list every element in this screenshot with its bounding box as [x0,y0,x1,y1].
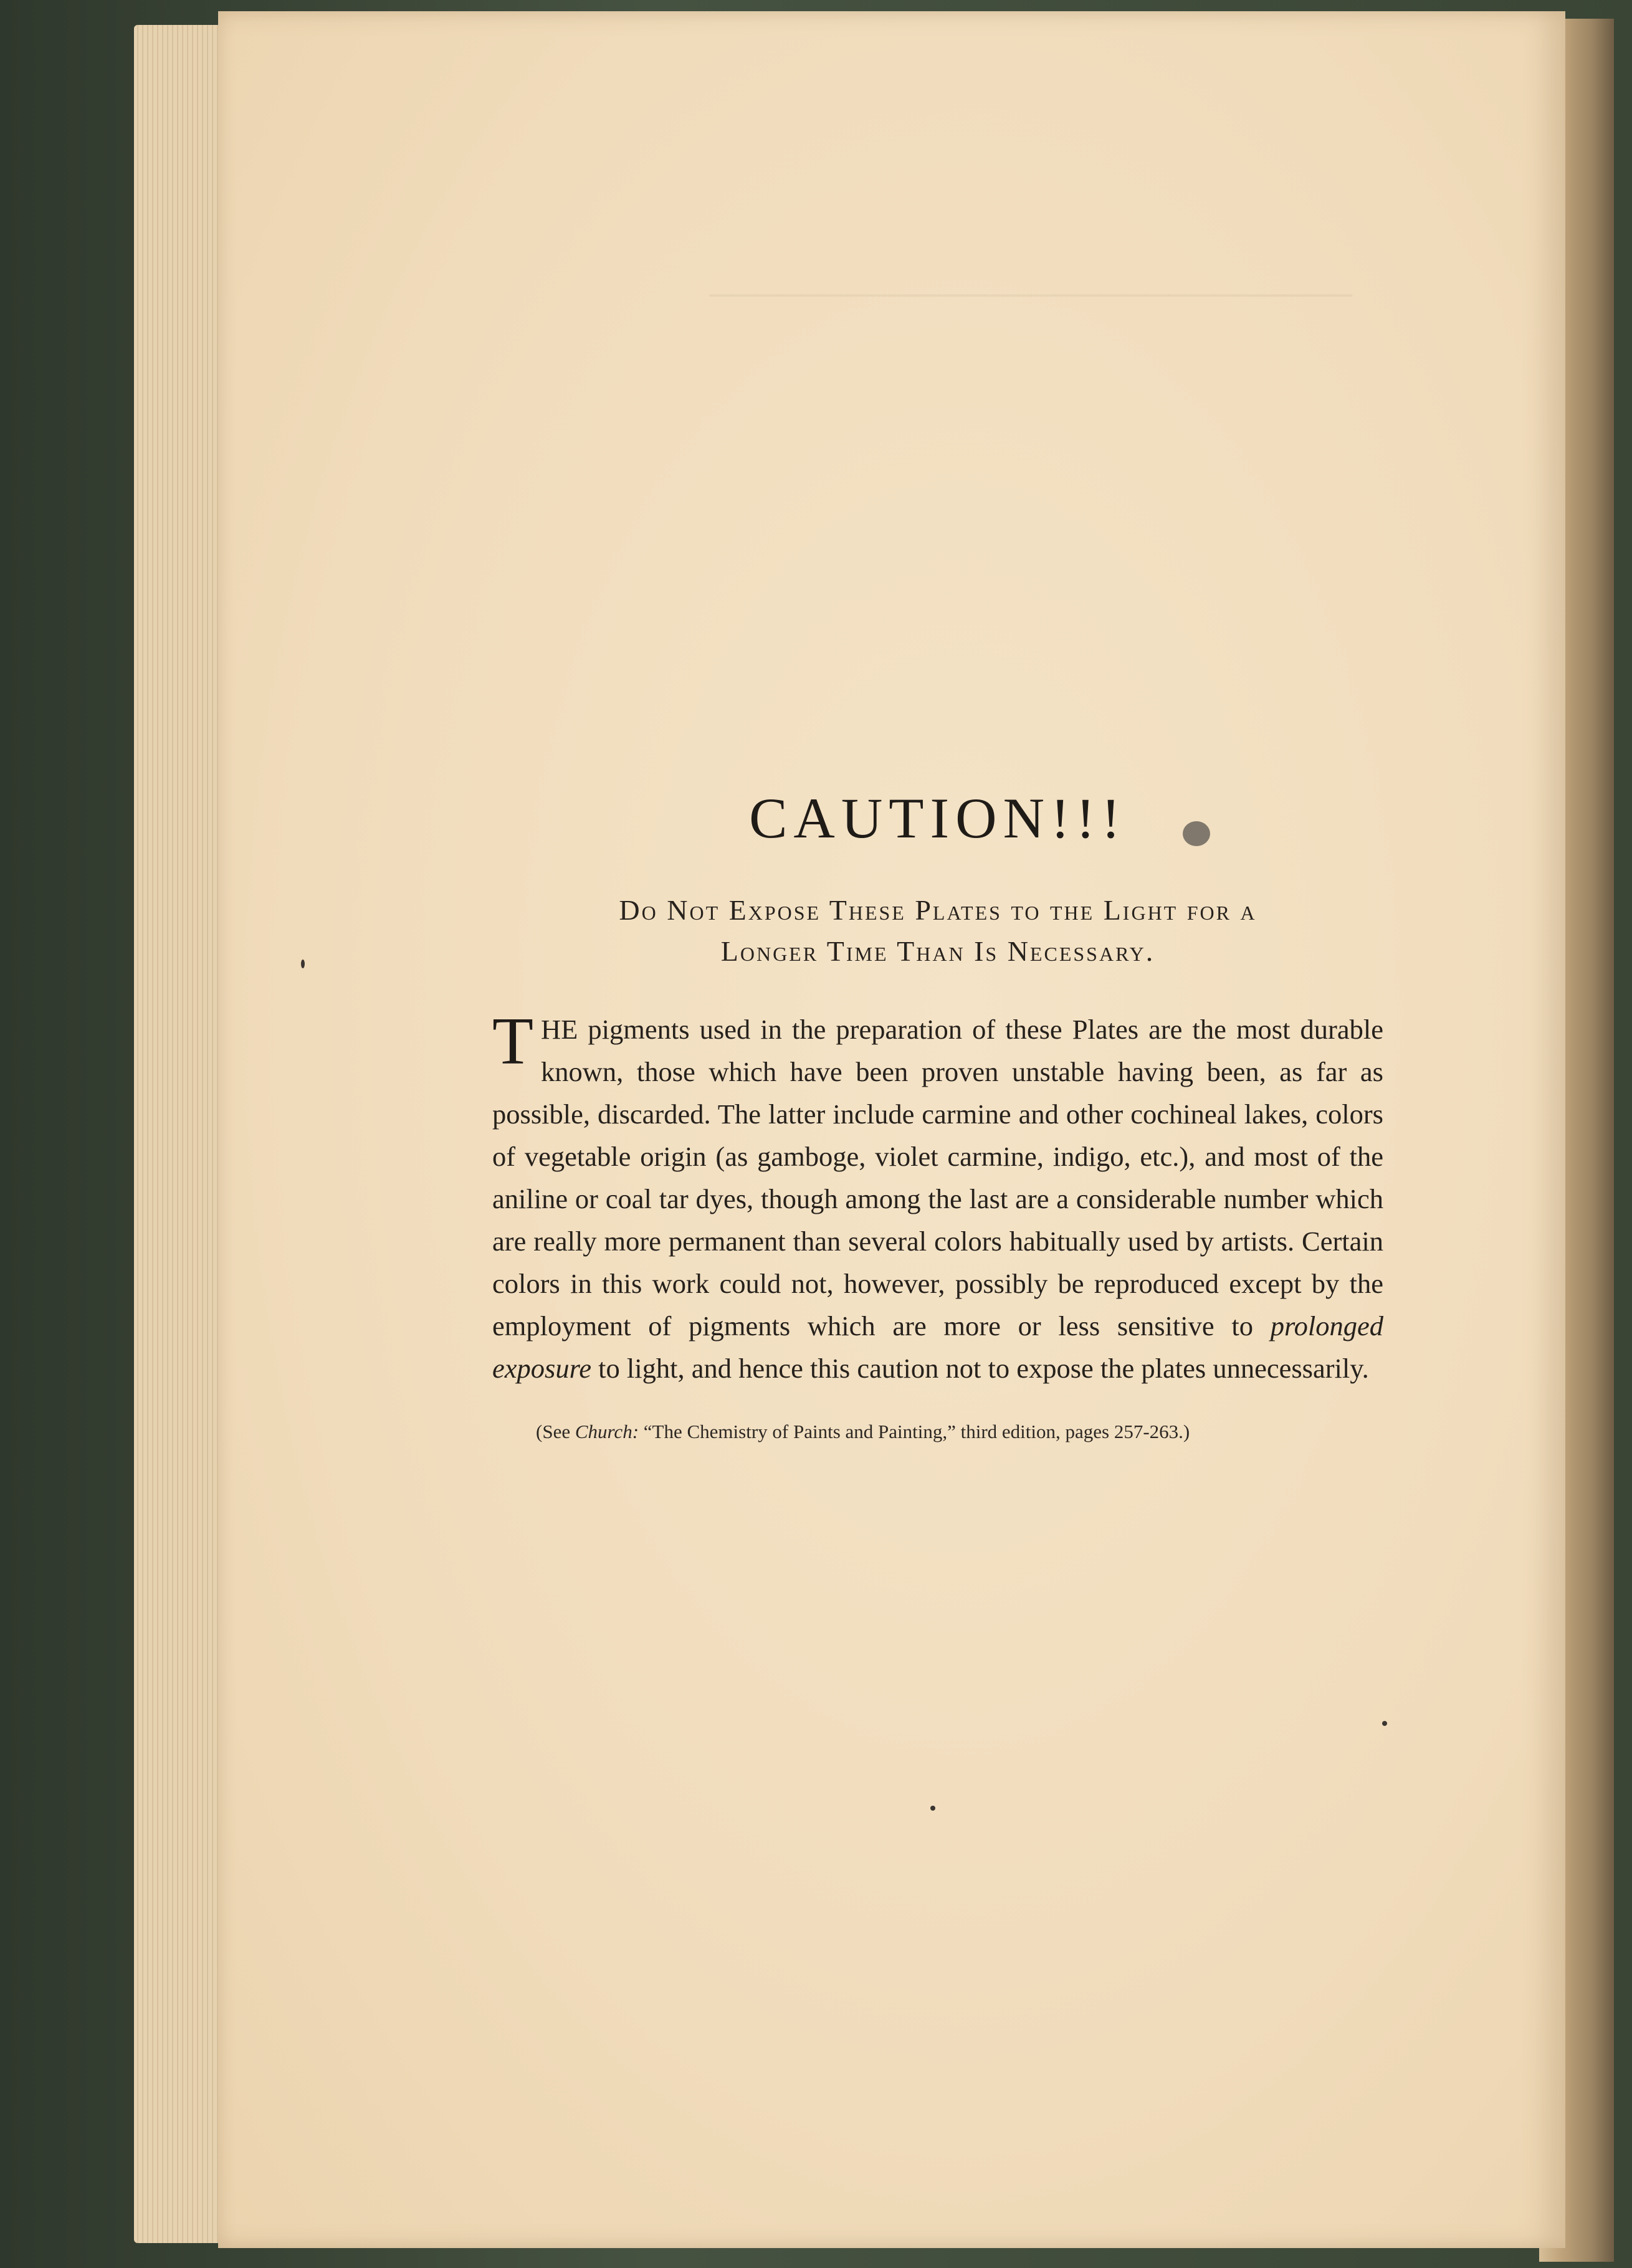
drop-cap: T [492,1004,533,1079]
body-text-part-2: to light, and hence this caution not to expose the plates unnecessarily. [591,1353,1369,1384]
ink-speck [1183,821,1210,846]
emphasized-phrase: prolonged exposure [492,1310,1383,1384]
caution-notice [492,785,1383,1466]
reference-note [492,1417,1383,1447]
note-prefix: (See [536,1421,575,1442]
subtitle [492,890,1383,972]
page-title: CAUTION!!! [749,786,1127,850]
subtitle-line-1: Do Not Expose These Plates to the Light for a [619,894,1257,926]
body-paragraph [492,1004,1383,1389]
subtitle-line-2: Longer Time Than Is Necessary. [720,935,1155,967]
body-text-part-1: pigments used in the preparation of these Plates are the most durable known, those which have been proven unstable having been, as far as possible, discarded. The latter include carmine and other cochineal lakes, colors of vegetable origin (as gamboge, violet carmine, indigo, etc.), and most of the aniline or coal tar dyes, though among the last are a considerable number which are really more permanent than several colors habitually used by artists. Certain colors in this work could not, however, possibly be reproduced except by the employment of pigments which are more or less sensitive to [492,1014,1383,1341]
first-word-rest: HE [540,1014,578,1045]
ink-speck [930,1806,935,1811]
note-author: Church: [575,1421,639,1442]
note-rest: “The Chemistry of Paints and Painting,” third edition, pages 257-263.) [639,1421,1190,1442]
ink-speck [1382,1721,1387,1726]
ink-speck [301,960,305,968]
